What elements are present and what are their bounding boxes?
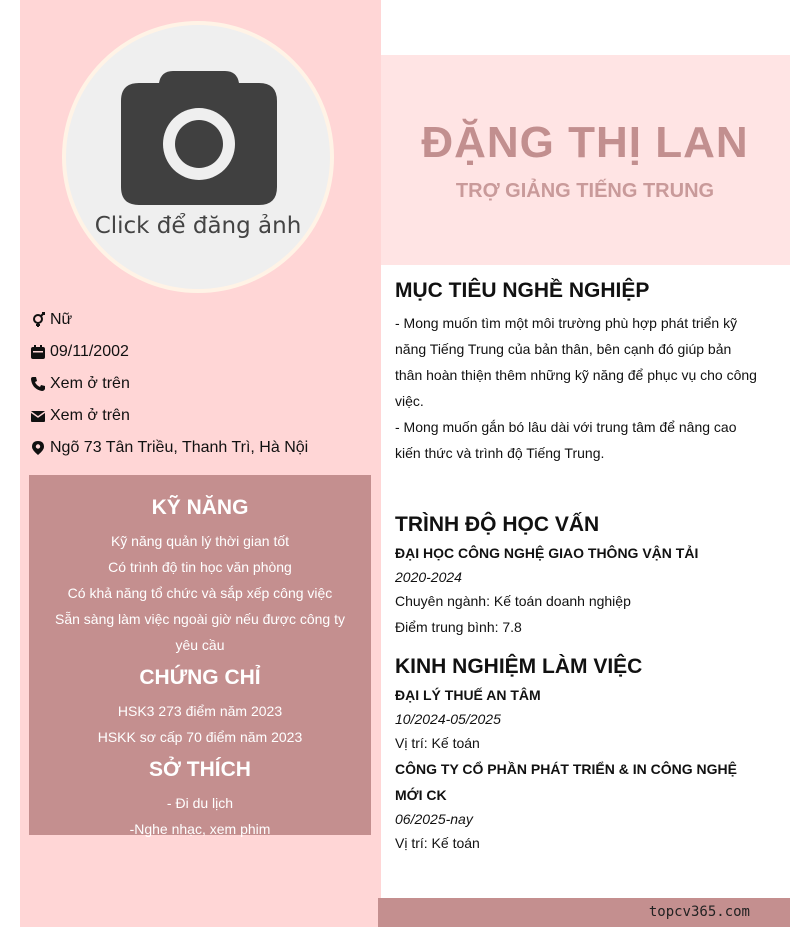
contact-list [30, 304, 308, 464]
job-company: ĐẠI LÝ THUẾ AN TÂM [395, 687, 541, 703]
contact-email [30, 400, 308, 432]
hobby-item: -Nghe nhạc, xem phim [129, 821, 271, 837]
photo-upload[interactable] [62, 21, 334, 293]
hobby-item: - Đi du lịch [166, 795, 234, 811]
contact-email-text: Xem ở trên [50, 407, 130, 424]
contact-birthday [30, 336, 308, 368]
job-position: Vị trí: Kế toán [395, 835, 480, 851]
education-heading: TRÌNH ĐỘ HỌC VẤN [395, 513, 600, 536]
skill-item: Kỹ năng quản lý thời gian tốt [110, 533, 290, 549]
contact-phone-text: Xem ở trên [50, 375, 130, 392]
job-title: TRỢ GIẢNG TIẾNG TRUNG [455, 180, 715, 202]
contact-phone [30, 368, 308, 400]
photo-upload-label: Click để đăng ảnh [94, 213, 302, 239]
calendar-icon [30, 344, 46, 360]
gender-icon [30, 312, 46, 328]
skill-item: Có khả năng tổ chức và sắp xếp công việc [67, 585, 333, 601]
contact-gender [30, 304, 308, 336]
job-period: 10/2024-05/2025 [395, 711, 501, 727]
certificates-heading: CHỨNG CHỈ [139, 666, 261, 689]
footer-site: topcv365.com [648, 904, 750, 920]
contact-address-text: Ngõ 73 Tân Triều, Thanh Trì, Hà Nội [50, 439, 309, 456]
job-period: 06/2025-nay [395, 811, 473, 827]
email-icon [30, 408, 46, 424]
footer-bar [378, 898, 790, 927]
contact-address [30, 432, 308, 464]
contact-gender-text: Nữ [50, 311, 73, 328]
contact-birthday-text: 09/11/2002 [50, 343, 129, 360]
job-company: CÔNG TY CỔ PHẦN PHÁT TRIỂN & IN CÔNG NGHỆ MỚI CK [395, 761, 737, 803]
main-content [395, 276, 760, 856]
objective-text-2: - Mong muốn gắn bó lâu dài với trung tâm để nâng cao kiến thức và trình độ Tiếng Trung. [395, 419, 737, 461]
camera-icon [121, 69, 277, 205]
location-icon [30, 440, 46, 456]
skills-panel [29, 475, 371, 835]
education-major: Chuyên ngành: Kế toán doanh nghiệp [395, 593, 631, 609]
certificate-item: HSK3 273 điểm năm 2023 [117, 703, 283, 719]
education-period: 2020-2024 [395, 569, 462, 585]
experience-heading: KINH NGHIỆM LÀM VIỆC [395, 655, 643, 678]
hobbies-heading: SỞ THÍCH [149, 758, 251, 781]
objective-text-1: - Mong muốn tìm một môi trường phù hợp phát triển kỹ năng Tiếng Trung của bản thân, bên cạnh đó giúp bản thân hoàn thiện thêm những kỹ năng để phục vụ cho công việc. [395, 315, 757, 409]
education-gpa: Điểm trung bình: 7.8 [395, 619, 522, 635]
candidate-name: ĐẶNG THỊ LAN [421, 118, 749, 167]
phone-icon [30, 376, 46, 392]
certificate-item: HSKK sơ cấp 70 điểm năm 2023 [97, 729, 303, 745]
skills-heading: KỸ NĂNG [151, 496, 249, 519]
education-school: ĐẠI HỌC CÔNG NGHỆ GIAO THÔNG VẬN TẢI [395, 545, 699, 561]
skill-item: Sẵn sàng làm việc ngoài giờ nếu được công ty yêu cầu [54, 611, 345, 653]
skill-item: Có trình độ tin học văn phòng [108, 559, 292, 575]
objective-heading: MỤC TIÊU NGHỀ NGHIỆP [395, 279, 650, 302]
job-position: Vị trí: Kế toán [395, 735, 480, 751]
